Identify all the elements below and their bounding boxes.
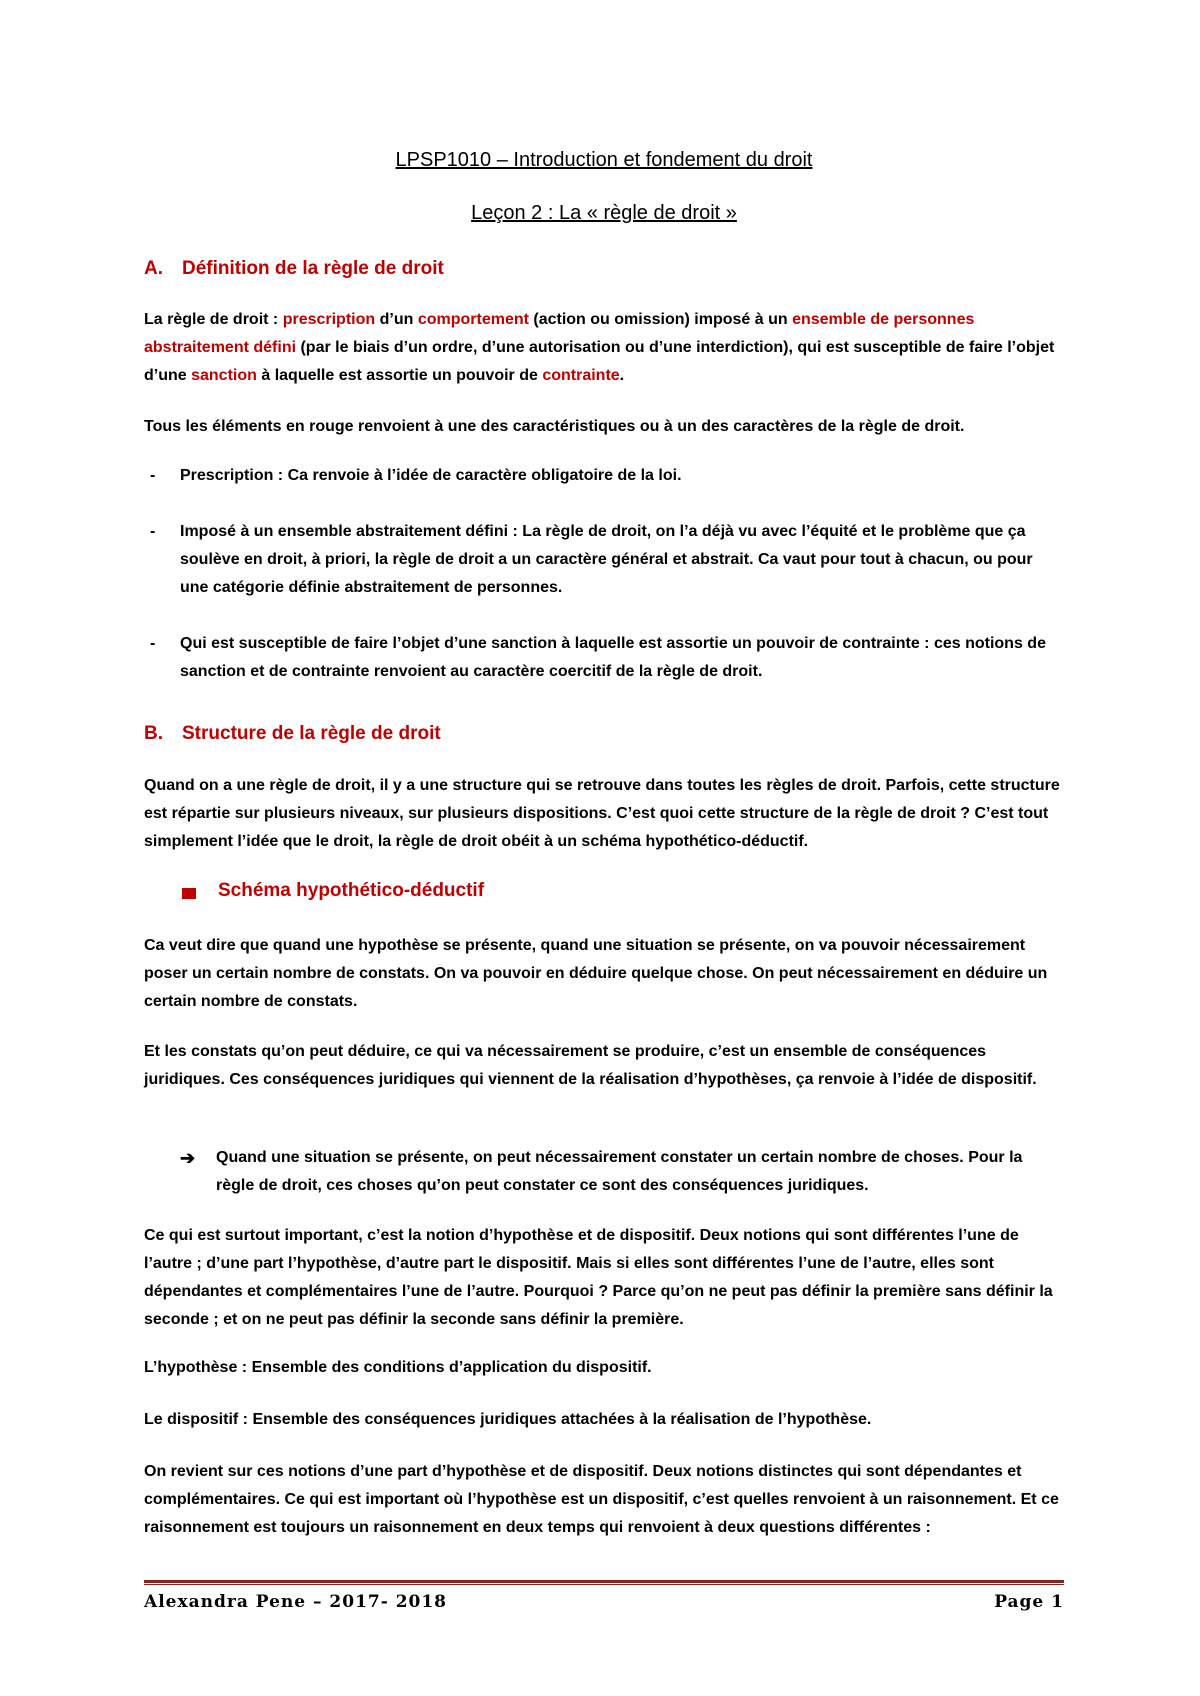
raisonnement-paragraph: On revient sur ces notions d’une part d’hypothèse et de dispositif. Deux notions distinctes qui sont dépendantes et complémentaires. Ce qui est important où l’hypothèse est un dispositif, c’est quelles renvoient à un raisonnement. Et ce raisonnement est toujours un raisonnement en deux temps qui renvoient à deux questions différentes : (144, 1463, 1059, 1536)
list-item (150, 518, 1064, 602)
red-elements-paragraph: Tous les éléments en rouge renvoient à une des caractéristiques ou à un des caractères de la règle de droit. (144, 418, 965, 435)
list-item-text: Imposé à un ensemble abstraitement défini : La règle de droit, on l’a déjà vu avec l’équité et le problème que ça soulève en droit, à priori, la règle de droit a un caractère général et abstrait. Ca vaut pour tout à chacun, ou pour une catégorie définie abstraitement de personnes. (180, 523, 1033, 596)
hypothese-definition: L’hypothèse : Ensemble des conditions d’application du dispositif. (144, 1359, 652, 1376)
footer-author: Alexandra Pene – 2017- 2018 (144, 1592, 448, 1612)
dash-marker: - (150, 523, 156, 540)
definition-highlight: contrainte (542, 367, 620, 384)
section-a-marker: A. (144, 258, 163, 279)
section-b-title: Structure de la règle de droit (182, 723, 441, 744)
dash-marker: - (150, 467, 156, 484)
section-a-heading (144, 255, 1064, 283)
arrow-item-text: Quand une situation se présente, on peut nécessairement constater un certain nombre de choses. Pour la règle de droit, ces choses qu’on peut constater ce sont des conséquences juridiques. (216, 1149, 1023, 1194)
square-bullet-icon (182, 888, 196, 899)
lesson-title: Leçon 2 : La « règle de droit » (471, 202, 737, 224)
arrow-item (180, 1144, 1064, 1200)
notions-paragraph: Ce qui est surtout important, c’est la notion d’hypothèse et de dispositif. Deux notions qui sont différentes l’une de l’autre ; d’une part l’hypothèse, d’autre part le dispositif. Mais si elles sont différentes l’une de l’autre, elles sont dépendantes et complémentaires l’une de l’autre. Pourquoi ? Parce qu’on ne peut pas définir la première sans définir la seconde ; et on ne peut pas définir la seconde sans définir la première. (144, 1227, 1053, 1328)
list-item (150, 630, 1064, 686)
definition-text: . (619, 367, 625, 384)
footer-page-number: Page 1 (994, 1592, 1064, 1612)
structure-paragraph: Quand on a une règle de droit, il y a une structure qui se retrouve dans toutes les règles de droit. Parfois, cette structure est répartie sur plusieurs niveaux, sur plusieurs dispositions. C’est quoi cette structure de la règle de droit ? C’est tout simplement l’idée que le droit, la règle de droit obéit à un schéma hypothético-déductif. (144, 777, 1060, 850)
dash-marker: - (150, 635, 156, 652)
list-item (150, 462, 1064, 490)
definition-highlight: sanction (191, 367, 257, 384)
constats-paragraph: Et les constats qu’on peut déduire, ce qui va nécessairement se produire, c’est un ensemble de conséquences juridiques. Ces conséquences juridiques qui viennent de la réalisation d’hypothèses, ça renvoie à l’idée de dispositif. (144, 1043, 1037, 1088)
definition-text: à laquelle est assortie un pouvoir de (256, 367, 543, 384)
footer-rule (144, 1580, 1064, 1583)
list-item-text: Qui est susceptible de faire l’objet d’une sanction à laquelle est assortie un pouvoir de contrainte : ces notions de sanction et de contrainte renvoient au caractère coercitif de la règle de droit. (180, 635, 1046, 680)
footer-rule-thin (144, 1584, 1064, 1585)
section-b-marker: B. (144, 723, 163, 744)
hypothesis-paragraph: Ca veut dire que quand une hypothèse se présente, quand une situation se présente, on va pouvoir nécessairement poser un certain nombre de constats. On va pouvoir en déduire quelque chose. On peut nécessairement en déduire un certain nombre de constats. (144, 937, 1048, 1010)
dispositif-definition: Le dispositif : Ensemble des conséquences juridiques attachées à la réalisation de l’hypothèse. (144, 1411, 872, 1428)
definition-paragraph (144, 306, 1064, 390)
list-item-text: Prescription : Ca renvoie à l’idée de caractère obligatoire de la loi. (180, 467, 682, 484)
definition-text: d’un (375, 311, 418, 328)
course-title: LPSP1010 – Introduction et fondement du droit (395, 149, 813, 171)
definition-text: (action ou omission) imposé à un (528, 311, 793, 328)
section-b-heading (144, 720, 1064, 748)
subsection-title: Schéma hypothético-déductif (218, 880, 485, 901)
definition-text: (par le biais d’un ordre, d’une autorisation ou d’une interdiction), qui est susceptible de faire l’objet d’une (144, 339, 1055, 384)
definition-text: La règle de droit : (144, 311, 283, 328)
arrow-right-icon: ➔ (180, 1148, 196, 1168)
definition-highlight: prescription (282, 311, 376, 328)
definition-highlight: ensemble de personnes abstraitement défini (144, 311, 975, 356)
definition-highlight: comportement (417, 311, 529, 328)
section-a-title: Définition de la règle de droit (182, 258, 444, 279)
